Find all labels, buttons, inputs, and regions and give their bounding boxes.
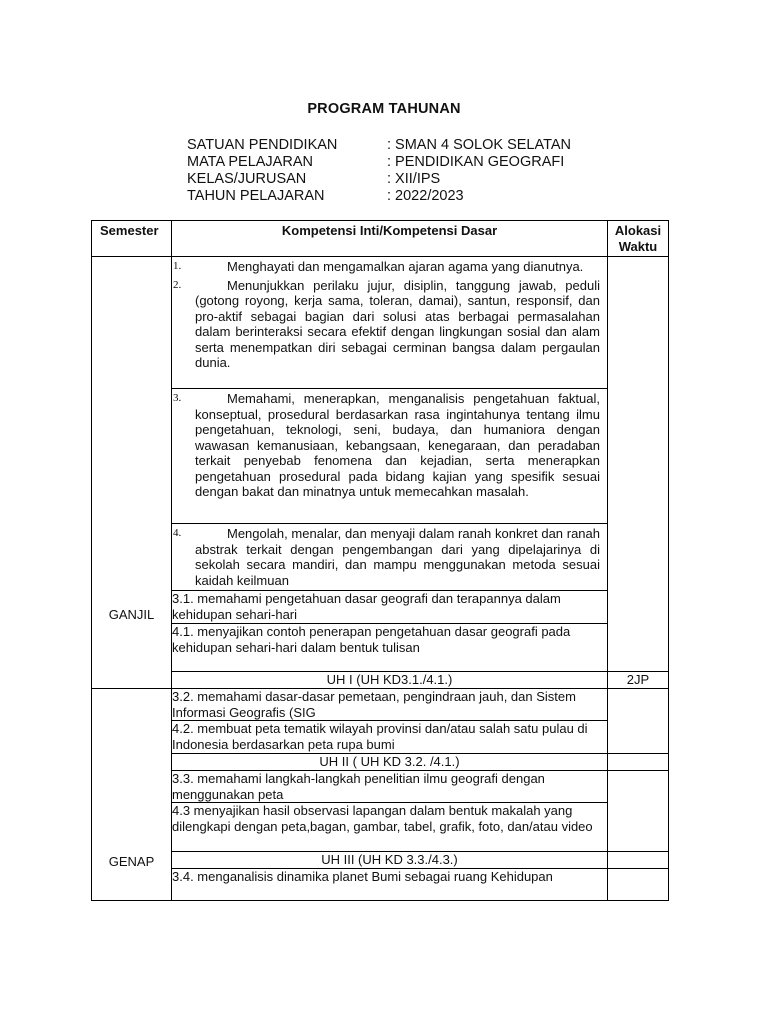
table-row	[92, 689, 669, 721]
ki-text: Menunjukkan perilaku jujur, disiplin, tanggung jawab, peduli (gotong royong, kerja sama, toleran, damai), santun, responsif, dan pro-aktif sebagai bagian dari solusi atas berbagai permasalahan dalam berinteraksi secara efektif dengan lingkungan sosial dan alam serta menempatkan diri sebagai cerminan bangsa dalam pergaulan dunia.	[195, 277, 600, 370]
meta-value: : SMAN 4 SOLOK SELATAN	[387, 137, 571, 153]
alokasi-cell	[608, 689, 669, 754]
document-title: PROGRAM TAHUNAN	[307, 101, 461, 117]
header-kompetensi: Kompetensi Inti/Kompetensi Dasar	[172, 221, 608, 257]
ki-item	[172, 257, 607, 276]
table-row	[92, 672, 669, 689]
ki-number: 4.	[173, 527, 182, 539]
table-row	[92, 524, 669, 591]
header-semester: Semester	[92, 221, 172, 257]
table-row	[92, 852, 669, 869]
uh-1-alokasi: 2JP	[608, 672, 669, 689]
meta-row-kelas	[187, 171, 571, 188]
header-alokasi-waktu	[608, 221, 669, 257]
meta-value: : PENDIDIKAN GEOGRAFI	[387, 154, 565, 170]
ki-text: Mengolah, menalar, dan menyaji dalam ranah konkret dan ranah abstrak terkait dengan pengembangan dari yang dipelajarinya di sekolah secara mandiri, dan mampu menggunakan metoda sesuai kaidah keilmuan	[195, 526, 600, 588]
semester-ganjil-cell	[92, 257, 172, 689]
alokasi-cell	[608, 869, 669, 901]
kd-4-3-cell: 4.3 menyajikan hasil observasi lapangan dalam bentuk makalah yang dilengkapi dengan peta,bagan, gambar, tabel, grafik, foto, dan/atau video	[172, 803, 608, 852]
table-row	[92, 257, 669, 389]
table-row	[92, 869, 669, 901]
kd-3-3-cell: 3.3. memahami langkah-langkah penelitian ilmu geografi dengan menggunakan peta	[172, 771, 608, 803]
table-row	[92, 389, 669, 524]
meta-label: KELAS/JURUSAN	[187, 171, 307, 187]
ki-text: Menghayati dan mengamalkan ajaran agama yang dianutnya.	[227, 259, 584, 274]
table-row	[92, 754, 669, 771]
meta-row-satuan	[187, 137, 571, 154]
semester-genap-cell	[92, 689, 172, 901]
kd-4-1-cell: 4.1. menyajikan contoh penerapan pengetahuan dasar geografi pada kehidupan sehari-hari dalam bentuk tulisan	[172, 624, 608, 672]
table-row	[92, 803, 669, 852]
kd-4-2-cell: 4.2. membuat peta tematik wilayah provinsi dan/atau salah satu pulau di Indonesia berdasarkan peta rupa bumi	[172, 721, 608, 754]
kd-3-1-cell: 3.1. memahami pengetahuan dasar geografi dan terapannya dalam kehidupan sehari-hari	[172, 591, 608, 624]
semester-ganjil-label: GANJIL	[108, 607, 155, 622]
ki-number: 2.	[173, 278, 182, 291]
table-row	[92, 624, 669, 672]
uh-3-alokasi	[608, 852, 669, 869]
kd-3-4-cell: 3.4. menganalisis dinamika planet Bumi sebagai ruang Kehidupan	[172, 869, 608, 901]
ki-1-2-cell	[172, 257, 608, 389]
ki-text: Memahami, menerapkan, menganalisis pengetahuan faktual, konseptual, prosedural berdasarkan rasa ingintahunya tentang ilmu pengetahuan, teknologi, seni, budaya, dan humaniora dengan wawasan kemanusiaan, kebangsaan, kenegaraan, dan peradaban terkait penyebab fenomena dan kejadian, serta menerapkan pengetahuan prosedural pada bidang kajian yang spesifik sesuai dengan bakat dan minatnya untuk memecahkan masalah.	[195, 391, 600, 499]
uh-1-cell: UH I (UH KD3.1./4.1.)	[172, 672, 608, 689]
table-header-row	[92, 221, 669, 257]
alokasi-cell	[608, 771, 669, 852]
ki-item	[172, 276, 607, 372]
meta-value: : XII/IPS	[387, 171, 441, 187]
meta-row-mapel	[187, 154, 571, 171]
header-alokasi-line2: Waktu	[618, 239, 658, 254]
semester-genap-label: GENAP	[108, 854, 155, 869]
ki-item	[172, 389, 607, 501]
table-row	[92, 721, 669, 754]
ki-number: 1.	[173, 260, 182, 272]
meta-row-tahun	[187, 188, 571, 205]
kd-3-2-cell: 3.2. memahami dasar-dasar pemetaan, pengindraan jauh, dan Sistem Informasi Geografis (SIG	[172, 689, 608, 721]
meta-label: TAHUN PELAJARAN	[187, 188, 325, 204]
ki-item	[172, 524, 607, 589]
document-metadata	[187, 137, 571, 205]
meta-value: : 2022/2023	[387, 188, 464, 204]
meta-label: MATA PELAJARAN	[187, 154, 313, 170]
ki-number: 3.	[173, 392, 182, 404]
uh-2-alokasi	[608, 754, 669, 771]
header-alokasi-line1: Alokasi	[614, 223, 662, 238]
ki-4-cell	[172, 524, 608, 591]
meta-label: SATUAN PENDIDIKAN	[187, 137, 338, 153]
uh-2-cell: UH II ( UH KD 3.2. /4.1.)	[172, 754, 608, 771]
table-row	[92, 771, 669, 803]
program-tahunan-table	[91, 220, 669, 901]
ki-3-cell	[172, 389, 608, 524]
alokasi-cell	[608, 257, 669, 672]
table-row	[92, 591, 669, 624]
uh-3-cell: UH III (UH KD 3.3./4.3.)	[172, 852, 608, 869]
